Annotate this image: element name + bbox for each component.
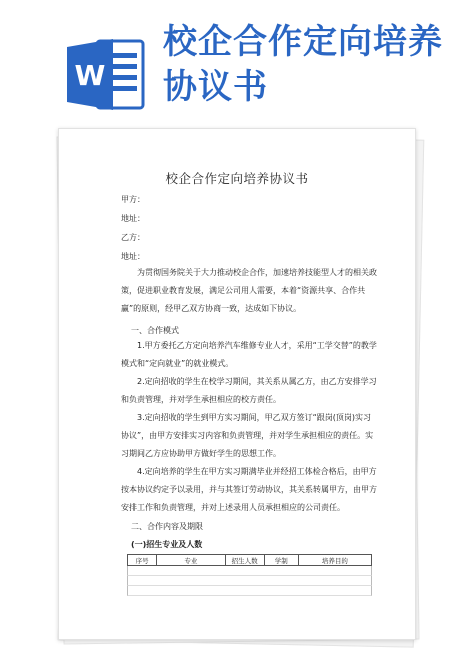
table-body-lines xyxy=(127,566,372,594)
subsection-heading: (一)招生专业及人数 xyxy=(131,540,203,549)
svg-text:W: W xyxy=(74,59,106,92)
document-title: 校企合作定向培养协议书 xyxy=(165,171,309,186)
item-paragraph-4 xyxy=(121,463,379,517)
enrollment-table xyxy=(127,554,372,566)
section-heading-1: 一、合作模式 xyxy=(131,326,179,335)
section-heading-2: 二、合作内容及期限 xyxy=(131,522,203,531)
table-row xyxy=(127,586,372,596)
word-icon xyxy=(67,37,145,112)
table-header-cell: 序号 xyxy=(128,555,157,566)
table-row xyxy=(127,566,372,576)
banner-title-line2: 协议书 xyxy=(163,67,268,107)
table-header-cell: 专业 xyxy=(157,555,225,566)
item-text-4: 4.定向培养的学生在甲方实习期满毕业并经招工体检合格后，由甲方按本协议约定予以录用，并与其签订劳动协议，其关系转属甲方，由甲方安排工作和负责管理，并对上述录用人员承担相应的公司责任。 xyxy=(121,467,377,512)
item-text-3: 3.定向招收的学生到甲方实习期间，甲乙双方签订“跟岗(顶岗)实习协议”，由甲方安排实习内容和负责管理，并对学生承担相应的责任。实习期间乙方应协助甲方做好学生的思想工作。 xyxy=(121,413,374,458)
intro-paragraph xyxy=(121,264,379,318)
party-a-field: 甲方： xyxy=(121,195,145,204)
intro-text: 为贯彻国务院关于大力推动校企合作，加速培养技能型人才的相关政策，促进职业教育发展，满足公司用人需要，本着“资源共享、合作共赢”的原则，经甲乙双方协商一致，达成如下协议。 xyxy=(121,268,377,313)
table-header-cell: 培养目的 xyxy=(298,555,371,566)
party-b-address-field: 地址： xyxy=(121,252,145,261)
banner-title-line1: 校企合作定向培养 xyxy=(163,22,443,62)
item-paragraph-3 xyxy=(121,409,379,463)
table-header-cell: 学制 xyxy=(264,555,298,566)
table-row xyxy=(127,576,372,586)
party-b-field: 乙方： xyxy=(121,233,145,242)
header-banner xyxy=(0,0,474,125)
table-header-cell: 招生人数 xyxy=(225,555,264,566)
item-paragraph-1 xyxy=(121,337,379,373)
banner-title xyxy=(163,20,443,109)
party-a-address-field: 地址： xyxy=(121,214,145,223)
item-text-2: 2.定向招收的学生在校学习期间，其关系从属乙方，由乙方安排学习和负责管理，并对学生承担相应的校方责任。 xyxy=(121,377,377,404)
item-paragraph-2 xyxy=(121,373,379,409)
table-header-row xyxy=(128,555,372,566)
item-text-1: 1.甲方委托乙方定向培养汽车维修专业人才，采用“工学交替”的教学模式和“定向就业”的就业模式。 xyxy=(121,341,377,368)
document-page xyxy=(58,128,416,640)
